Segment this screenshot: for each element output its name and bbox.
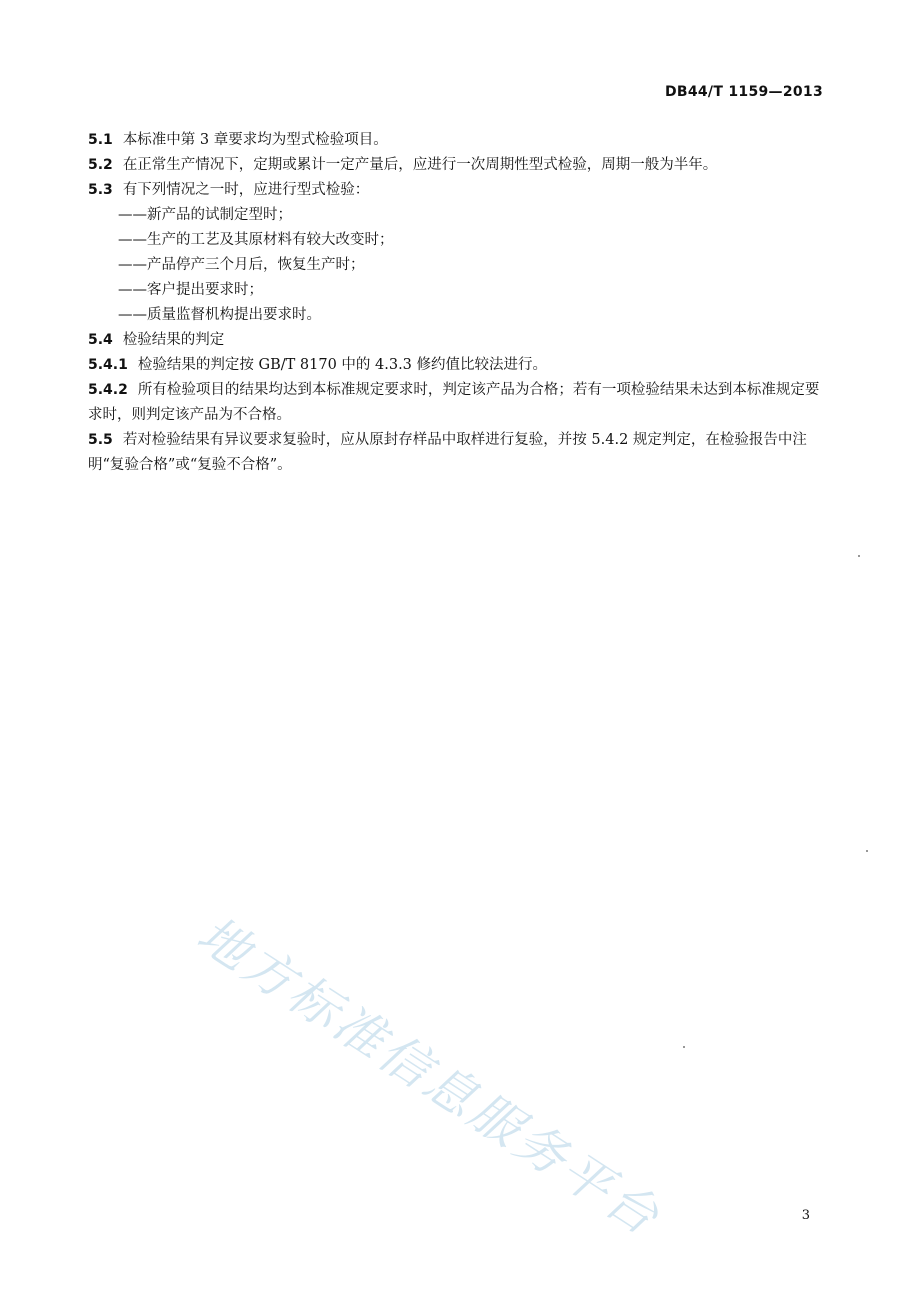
watermark: 地方标准信息服务平台 [187, 905, 672, 1248]
condition-item: ——质量监督机构提出要求时。 [118, 307, 321, 323]
section-5-4-heading [88, 328, 828, 353]
document-body [88, 128, 828, 478]
section-number: 5.5 [88, 432, 113, 448]
section-text: 本标准中第 3 章要求均为型式检验项目。 [122, 132, 388, 148]
section-number: 5.4 [88, 332, 113, 348]
section-number: 5.1 [88, 132, 113, 148]
section-5-4-1 [88, 353, 828, 378]
document-code: DB44/T 1159—2013 [664, 84, 823, 100]
section-number: 5.2 [88, 157, 113, 173]
section-number: 5.3 [88, 182, 113, 198]
section-5-3 [88, 178, 828, 203]
scan-speck [683, 1046, 685, 1048]
section-text: 所有检验项目的结果均达到本标准规定要求时，判定该产品为合格；若有一项检验结果未达到本标准规定要求时，则判定该产品为不合格。 [88, 382, 820, 423]
section-text: 在正常生产情况下，定期或累计一定产量后，应进行一次周期性型式检验，周期一般为半年。 [122, 157, 718, 173]
section-5-1 [88, 128, 828, 153]
condition-item: ——客户提出要求时； [118, 282, 263, 298]
section-text: 检验结果的判定按 GB/T 8170 中的 4.3.3 修约值比较法进行。 [137, 357, 548, 373]
condition-item: ——产品停产三个月后，恢复生产时； [118, 257, 365, 273]
condition-item: ——生产的工艺及其原材料有较大改变时； [118, 232, 394, 248]
section-5-2 [88, 153, 828, 178]
section-number: 5.4.2 [88, 382, 128, 398]
page-number: 3 [801, 1208, 810, 1223]
section-5-5 [88, 428, 828, 478]
section-title: 检验结果的判定 [122, 332, 225, 348]
scan-speck [866, 850, 868, 852]
scan-speck [858, 555, 860, 557]
section-text: 若对检验结果有异议要求复验时，应从原封存样品中取样进行复验，并按 5.4.2 规定判定，在检验报告中注明“复验合格”或“复验不合格”。 [88, 432, 807, 473]
section-text: 有下列情况之一时，应进行型式检验： [122, 182, 370, 198]
condition-item: ——新产品的试制定型时； [118, 207, 292, 223]
section-5-4-2 [88, 378, 828, 428]
section-number: 5.4.1 [88, 357, 128, 373]
